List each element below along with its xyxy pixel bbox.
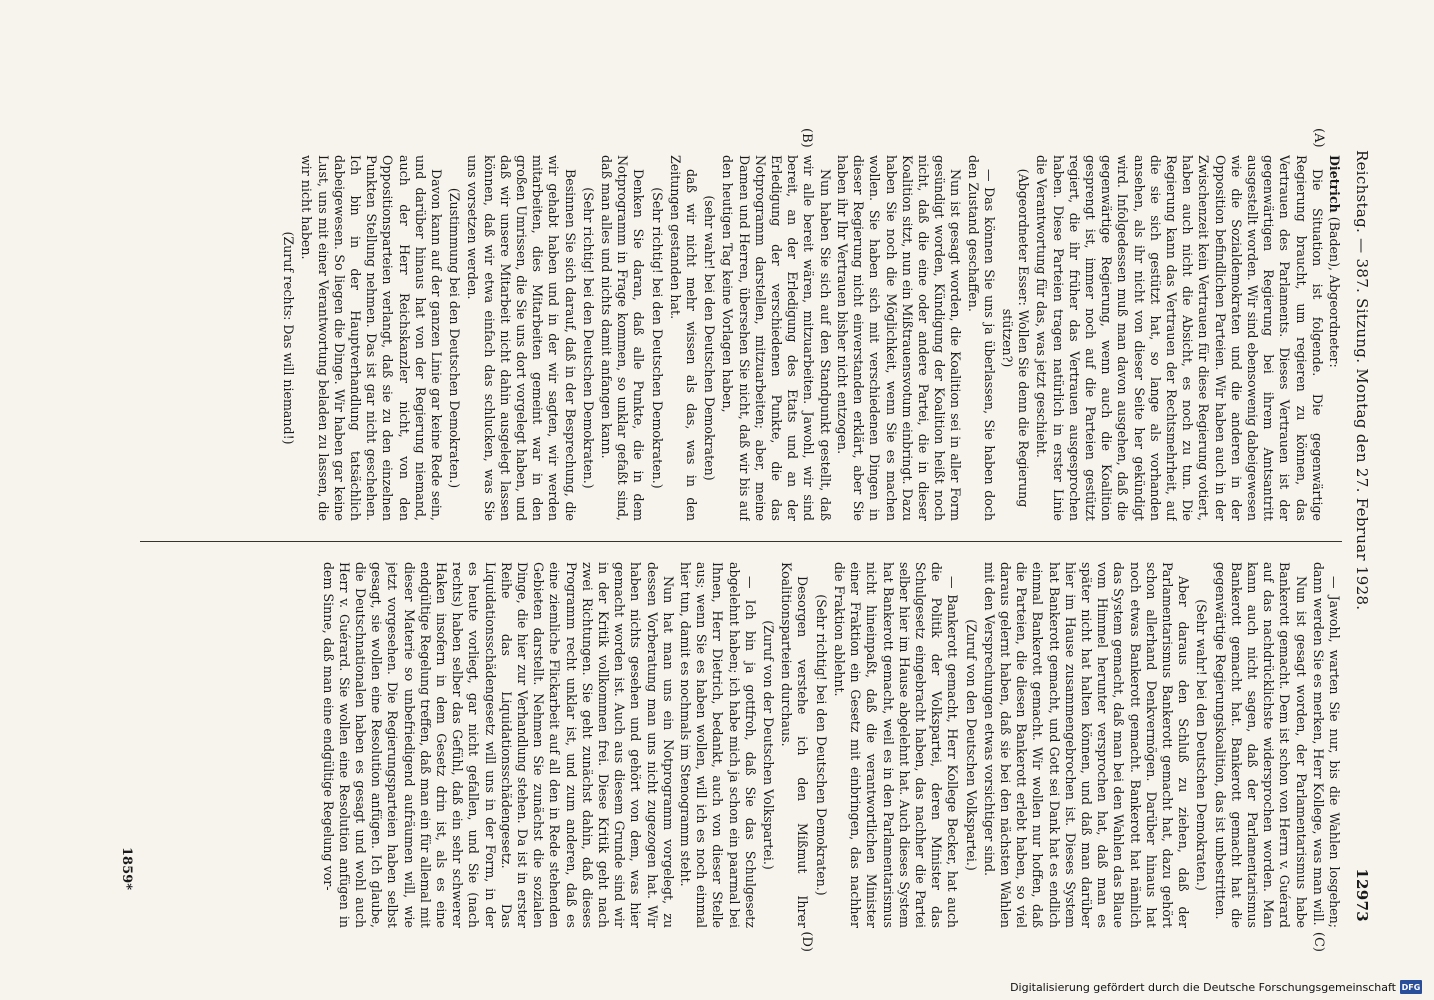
interjection: (Zustimmung bei den Deutschen Demokraten.): [447, 187, 463, 489]
paragraph: Nun haben Sie sich auf den Standpunkt gestellt, daß wir alle bereit wären, mitzuarbeiten. Jawohl, wir sind bereit, an der Erledigung des Etats und an der Erledigung der verschiedenen Punkte, die das Notprogramm darstellen, mitzuarbeiten; aber, meine Damen und Herren, übersehen Sie nicht, daß wir bis auf den heutigen Tag keine Vorlagen haben,: [720, 155, 833, 521]
interjection: (Sehr richtig! bei den Deutschen Demokraten.): [580, 187, 596, 489]
margin-letter-d: (D): [799, 931, 814, 952]
interjection: (Sehr wahr! bei den Deutschen Demokraten.): [1194, 599, 1210, 891]
paragraph: Desorgen verstehe ich den Mißmut Ihrer Koalitionsparteien durchaus.: [779, 562, 811, 928]
dfg-logo: DFG: [1400, 980, 1422, 994]
interjection: (Zuruf von der Deutschen Volkspartei.): [761, 620, 777, 870]
right-column: [140, 562, 1342, 928]
interjection: (Zuruf von den Deutschen Volkspartei.): [963, 619, 979, 871]
paragraph: Denken Sie daran, daß alle Punkte, die in dem Notprogramm in Frage kommen, so unklar gefaßt sind, daß man alles und nichts damit anfangen kann.: [599, 155, 647, 521]
digitization-note: Digitalisierung gefördert durch die Deutsche Forschungsgemeinschaft: [1010, 980, 1396, 994]
paragraph: Nun ist gesagt worden, die Koalition sei in aller Form gesündigt worden, Kündigung der Koalition heißt noch nicht, daß die eine oder andere Partei, die in dieser Koalition sitzt, nun ein Mißtrauensvotum einbringt. Dazu haben Sie noch die Möglichkeit, wenn Sie es machen wollen. Sie haben sich mit verschiedenen Dingen in dieser Regierung nicht einverstanden erklärt, aber Sie haben ihr Ihr Vertrauen bisher nicht entzogen.: [834, 155, 964, 521]
speaker-line: [1326, 155, 1342, 521]
left-column: [140, 155, 1342, 521]
running-head: [1354, 150, 1370, 922]
signature-mark: 1859*: [119, 847, 135, 890]
margin-letter-c: (C): [1311, 931, 1326, 952]
paragraph: Die Situation ist folgende. Die gegenwärtige Regierung braucht, um regieren zu können, das Vertrauen des Parlaments. Dieses Vertrauen ist der gegenwärtigen Regierung bei ihrem Amtsantritt ausgestellt worden. Wir sind ebensowenig dabeigewesen wie die Sozialdemokraten und die anderen in der Opposition befindlichen Parteien. Wir haben auch in der Zwischenzeit kein Vertrauen für diese Regierung votiert, haben auch nicht die Absicht, es noch zu tun. Die Regierung kann das Vertrauen der Rechtsmehrheit, auf die sie sich gestützt hat, so lange als vorhanden ansehen, als ihr nicht von dieser Seite her gekündigt wird. Infolgedessen muß man davon ausgehen, daß die gegenwärtige Regierung, wenn auch die Koalition gesprengt ist, immer noch auf die Parteien gestützt regiert, die ihr früher das Vertrauen ausgesprochen haben. Diese Parteien tragen natürlich in erster Linie die Verantwortung für das, was jetzt geschieht.: [1034, 155, 1325, 521]
interjection: (Sehr richtig! bei den Deutschen Demokraten.): [649, 187, 665, 489]
interjection: (Sehr richtig! bei den Deutschen Demokraten.): [813, 594, 829, 896]
page-number: 12973: [1353, 868, 1371, 922]
margin-letter-b: (B): [799, 128, 814, 148]
margin-letter-a: (A): [1311, 128, 1326, 148]
paragraph: Aber daraus den Schluß zu ziehen, daß der Parlamentarismus Bankerott gemacht hat, dazu gehört schon allerhand Denkvermögen. Darüber hinaus hat noch etwas Bankerott gemacht. Bankerott hat nämlich das System gemacht, daß man bei den Wahlen das Blaue vom Himmel herunter versprochen hat, daß man es später nicht hat halten können, und daß man darüber hier im Hause zusammengebrochen ist. Dieses System hat Bankerott gemacht, und Gott sei Dank hat es endlich einmal Bankerott gemacht. Wir wollen nur hoffen, daß die Parteien, die diesen Bankerott erlebt haben, so viel daraus gelernt haben, daß sie bei den nächsten Wahlen mit den Versprechungen etwas vorsichtiger sind.: [981, 562, 1192, 928]
speaker-name: Dietrich: [1327, 155, 1342, 213]
column-divider: [140, 541, 1342, 542]
running-title: Reichstag. — 387. Sitzung. Montag den 27. Februar 1928.: [1353, 150, 1371, 611]
paragraph: — Das können Sie uns ja überlassen, Sie haben doch den Zustand geschaffen.: [965, 155, 997, 521]
interjection: (Zuruf rechts: Das will niemand!): [281, 231, 297, 445]
paragraph: Besinnen Sie sich darauf, daß in der Besprechung, die wir gehabt haben und in der wir sagten, wir werden mitarbeiten, dies Mitarbeiten gemeint war in den großen Umrissen, die Sie uns dort vorgelegt haben, und daß wir unsere Mitarbeit nicht dahin ausgelegt lassen können, daß wir etwa einfach das schlucken, was Sie uns vorsetzen werden.: [465, 155, 578, 521]
interjection: (sehr wahr! bei den Deutschen Demokraten): [702, 195, 718, 481]
paragraph: Nun ist gesagt worden, der Parlamentarismus habe Bankerott gemacht. Dem ist schon von Herrn v. Guérard auf das nachdrücklichste widersprochen worden. Man kann auch nicht sagen, daß der Parlamentarismus Bankerott gemacht hat. Bankerott gemacht hat die gegenwärtige Regierungskoalition, das ist unbestritten.: [1212, 562, 1309, 928]
interjection: (Abgeordneter Esser: Wollen Sie denn die Regierung stützen?): [999, 168, 1032, 508]
paragraph: Nun hat man uns ein Notprogramm vorgelegt, zu dessen Vorberatung man uns nicht zugezogen hat. Wir haben nichts gesehen und gehört von dem, was hier gemacht worden ist. Auch aus diesem Grunde sind wir in der Kritik vollkommen frei. Diese Kritik geht nach zwei Richtungen. Sie geht zunächst dahin, daß dieses Programm recht unklar ist, und zum anderen, daß es eine ziemliche Flickarbeit auf all den in Rede stehenden Gebieten darstellt. Nehmen Sie zunächst die sozialen Dinge, die hier zur Verhandlung stehen. Da ist in erster Reihe das Liquidationsschädengesetz. Das Liquidationsschädengesetz will uns in der Form, in der es heute vorliegt, gar nicht gefallen, und Sie (nach rechts) haben selber das Gefühl, daß ein sehr schwerer Haken insofern in dem Gesetz drin ist, als es eine endgültige Regelung treffen, daß man ein für allemal mit dieser Materie so unbefriedigend aufräumen will, wie jetzt vorgesehen. Die Regierungsparteien haben selbst gesagt, sie wollen eine Resolution anfügen. Ich glaube, die Deutschnationalen haben es gesagt und wohl auch Herr v. Guérard. Sie wollen eine Resolution anfügen in dem Sinne, daß man eine endgültige Regelung vor-: [320, 562, 676, 928]
footer-bar: [0, 974, 1434, 1000]
paragraph: daß wir nicht mehr wissen als das, was in den Zeitungen gestanden hat.: [667, 155, 700, 521]
paragraph: — Bankerott gemacht, Herr Kollege Becker, hat auch die Politik der Volkspartei, deren Minister das Schulgesetz eingebracht haben, das nachher die Partei selber hier im Hause abgelehnt hat. Auch dieses System hat Bankerott gemacht, weil es in den Parlamentarismus nicht hineinpaßt, daß die verantwortlichen Minister einer Fraktion ein Gesetz mit einbringen, das nachher die Fraktion ablehnt.: [831, 562, 961, 928]
speaker-role: (Baden), Abgeordneter:: [1327, 212, 1342, 368]
paragraph: Davon kann auf der ganzen Linie gar keine Rede sein, und darüber hinaus hat von der Regierung niemand, auch der Herr Reichskanzler nicht, von den Oppositionsparteien verlangt, daß sie zu den einzelnen Punkten Stellung nehmen. Das ist gar nicht geschehen. Ich bin in der Hauptverhandlung tatsächlich dabeigewesen. So liegen die Dinge. Wir haben gar keine Lust, uns mit einer Verantwortung beladen zu lassen, die wir nicht haben.: [299, 155, 445, 521]
paragraph: — Jawohl, warten Sie nur, bis die Wahlen losgehen; dann werden Sie es merken, Herr Kollege, was man will.: [1310, 562, 1342, 928]
text-columns: [140, 155, 1342, 928]
paragraph: — Ich bin ja gottfroh, daß Sie das Schulgesetz abgelehnt haben; ich habe mich ja schon ein paarmal bei Ihnen, Herr Dietrich, bedankt, auch von dieser Stelle aus; wenn Sie es haben wollen, will ich es noch einmal hier tun, damit es nochmals im Stenogramm steht.: [678, 562, 758, 928]
